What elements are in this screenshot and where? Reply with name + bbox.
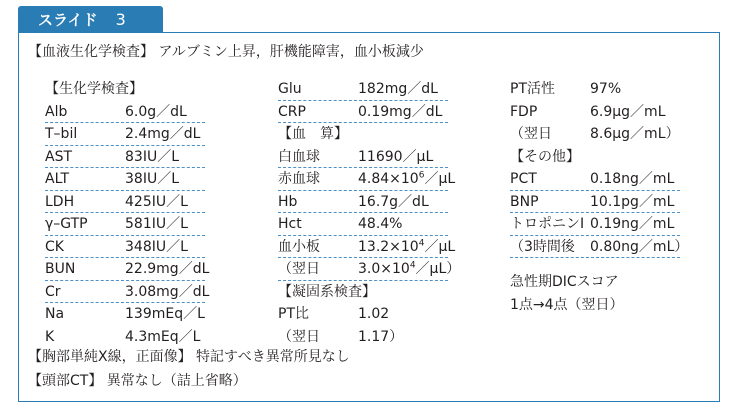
lab-value-main: 1.02 <box>358 306 390 322</box>
lab-value <box>358 303 389 325</box>
lab-label: ALT <box>45 171 70 187</box>
lab-row <box>510 213 680 236</box>
lab-label: BUN <box>45 261 76 277</box>
lab-value-main: 16.7g／dL <box>358 193 429 210</box>
lab-row <box>45 303 205 326</box>
lab-value <box>358 258 460 280</box>
lab-row <box>45 191 205 214</box>
lab-value <box>125 123 200 145</box>
lab-value-main: 0.80ng／mL） <box>590 238 689 255</box>
lab-value-unit: ／μL <box>424 238 456 255</box>
lab-value <box>590 123 680 145</box>
lab-row <box>278 168 456 191</box>
lab-value-main: 3.0×10 <box>358 261 410 277</box>
lab-value-main: 13.2×10 <box>358 238 419 255</box>
lab-value <box>125 101 187 123</box>
lab-value-main: 182mg／dL <box>358 81 438 97</box>
head-ct-note: 【頭部CT】 異常なし（詰上省略） <box>28 373 247 389</box>
lab-value <box>590 78 621 100</box>
lab-value-main: 425IU／L <box>125 193 188 210</box>
lab-row <box>278 213 448 236</box>
lab-row <box>45 123 205 146</box>
lab-value-main: 48.4% <box>358 216 403 232</box>
lab-value <box>125 303 205 325</box>
lab-value-main: 0.18ng／mL <box>590 171 675 187</box>
blood-column <box>278 78 461 348</box>
lab-row <box>278 78 448 101</box>
lab-value <box>358 236 455 258</box>
lab-row <box>45 258 210 281</box>
lab-label: PT比 <box>278 306 309 322</box>
lab-value <box>125 281 209 303</box>
lab-value-main: 348IU／L <box>125 238 188 255</box>
lab-label: PCT <box>510 171 537 187</box>
lab-row <box>278 326 448 349</box>
lab-label: K <box>45 328 55 345</box>
biochem-rows <box>45 101 210 349</box>
lab-value-main: 8.6μg／mL） <box>590 126 680 142</box>
lab-row <box>510 78 680 101</box>
lab-row <box>278 191 448 214</box>
lab-row <box>510 236 689 259</box>
lab-value <box>590 191 674 213</box>
lab-value-main: 581IU／L <box>125 216 188 232</box>
lab-row <box>45 101 205 124</box>
lab-value <box>358 78 438 100</box>
lab-label: Na <box>45 306 65 322</box>
lab-value <box>125 326 200 348</box>
lab-row <box>45 326 205 349</box>
lab-row <box>510 168 680 191</box>
lab-value <box>125 213 188 235</box>
lab-row <box>45 236 205 259</box>
lab-value-main: 11690／μL <box>358 148 434 165</box>
lab-row <box>45 146 205 169</box>
lab-row <box>45 168 205 191</box>
lab-value-main: 4.84×10 <box>358 171 419 187</box>
lab-value <box>590 213 674 235</box>
lab-value-main: 10.1pg／mL <box>590 193 675 210</box>
lab-value <box>358 326 403 348</box>
coag-title: 【凝固系検査】 <box>278 283 376 300</box>
lab-label: （3時間後 <box>510 238 575 255</box>
lab-value-unit: ／μL） <box>415 261 461 277</box>
lab-value <box>125 236 188 258</box>
pt-fdp-rows <box>510 78 680 146</box>
lab-value-exponent: 4 <box>409 260 416 271</box>
lab-value <box>125 146 179 168</box>
lab-row <box>278 303 448 326</box>
other-column <box>510 78 689 258</box>
lab-value-main: 139mEq／L <box>125 306 205 322</box>
blood-count-title: 【血 算】 <box>278 126 348 142</box>
lab-row <box>278 101 448 124</box>
biochem-title: 【生化学検査】 <box>45 81 143 97</box>
lab-row <box>278 236 456 259</box>
lab-value <box>125 258 209 280</box>
lab-label: T–bil <box>45 126 78 142</box>
lab-label: （翌日 <box>278 328 320 345</box>
lab-value <box>358 101 442 123</box>
lab-label: 血小板 <box>278 238 320 255</box>
lab-value-main: 1.17） <box>358 328 404 345</box>
lab-label: （翌日 <box>510 126 552 142</box>
lab-label: AST <box>45 148 73 165</box>
lab-value <box>358 168 455 190</box>
lab-label: FDP <box>510 103 538 120</box>
lab-label: CK <box>45 238 64 255</box>
slide-label: スライド <box>38 10 98 29</box>
lab-value <box>125 168 179 190</box>
lab-value <box>358 191 429 213</box>
lab-value-main: 4.3mEq／L <box>125 328 201 345</box>
lab-value-main: 0.19ng／mL <box>590 216 675 232</box>
lab-label: LDH <box>45 193 75 210</box>
other-title: 【その他】 <box>510 148 580 165</box>
biochem-column <box>45 78 210 348</box>
dic-title: 急性期DICスコア <box>510 274 619 290</box>
lab-value-exponent: 6 <box>418 170 425 181</box>
lab-label: Hct <box>278 216 302 232</box>
lab-value-exponent: 4 <box>418 237 425 248</box>
lab-row <box>510 191 680 214</box>
lab-value <box>125 191 188 213</box>
chest-xray-note: 【胸部単純X線，正面像】 特記すべき異常所見なし <box>28 349 350 365</box>
slide-number: 3 <box>115 9 126 29</box>
coag-rows <box>278 303 448 348</box>
lab-label: Cr <box>45 283 61 300</box>
lab-label: γ–GTP <box>45 216 88 232</box>
lab-value-main: 2.4mg／dL <box>125 126 201 142</box>
lab-label: Hb <box>278 193 298 210</box>
lab-value <box>358 146 433 168</box>
lab-value <box>590 168 674 190</box>
lab-value <box>590 236 688 258</box>
lab-row <box>278 258 461 281</box>
lab-value-main: 0.19mg／dL <box>358 103 443 120</box>
lab-value <box>358 213 402 235</box>
lab-value <box>590 101 666 123</box>
lab-label: 白血球 <box>278 148 320 165</box>
other-rows <box>510 168 689 258</box>
lab-row <box>45 281 210 304</box>
lab-row <box>510 101 680 124</box>
lab-value-main: 22.9mg／dL <box>125 261 210 277</box>
slide-tab <box>18 6 163 32</box>
lab-label: CRP <box>278 103 306 120</box>
lab-value-main: 97% <box>590 81 622 97</box>
lab-label: PT活性 <box>510 81 555 97</box>
dic-value: 1点→4点（翌日） <box>510 297 624 313</box>
lab-value-unit: ／μL <box>424 171 456 187</box>
lab-label: トロポニンI <box>510 216 585 232</box>
lab-label: BNP <box>510 193 539 210</box>
lab-value-main: 3.08mg／dL <box>125 283 210 300</box>
lab-label: 赤血球 <box>278 171 320 187</box>
lab-value-main: 83IU／L <box>125 148 179 165</box>
lab-label: （翌日 <box>278 261 320 277</box>
glu-crp-rows <box>278 78 448 123</box>
lab-row <box>278 146 448 169</box>
lab-label: Alb <box>45 103 68 120</box>
lab-value-main: 38IU／L <box>125 171 179 187</box>
lab-value-main: 6.0g／dL <box>125 103 187 120</box>
lab-value-main: 6.9μg／mL <box>590 103 666 120</box>
blood-count-rows <box>278 146 461 281</box>
lab-row <box>510 123 680 146</box>
lab-row <box>45 213 205 236</box>
headline: 【血液生化学検査】 アルブミン上昇，肝機能障害，血小板減少 <box>28 44 424 60</box>
lab-label: Glu <box>278 81 302 97</box>
